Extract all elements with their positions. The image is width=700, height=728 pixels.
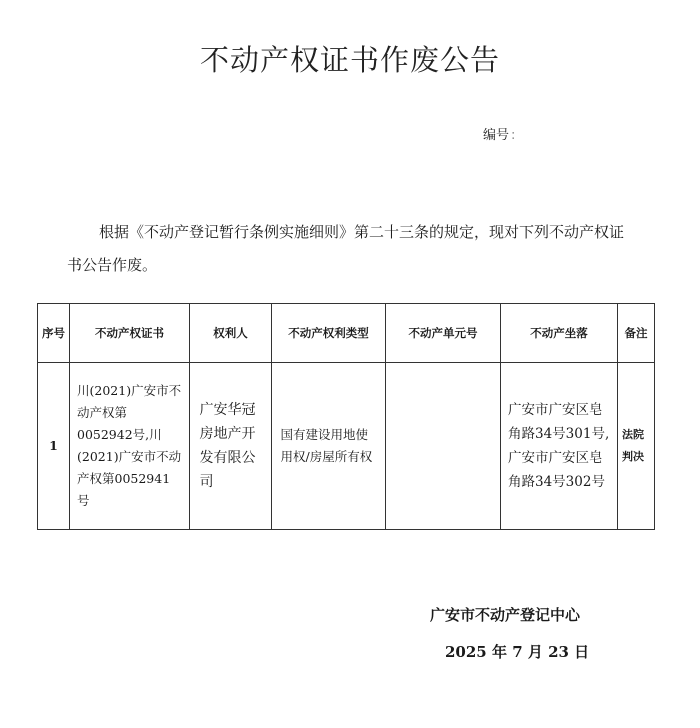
header-note: 备注 xyxy=(618,304,655,363)
row-location-cell xyxy=(501,363,618,530)
header-holder: 权利人 xyxy=(190,304,272,363)
void-certificate-table xyxy=(37,303,655,530)
row-certificate: 川(2021)广安市不动产权第0052942号,川(2021)广安市不动产权第0052941号 xyxy=(77,383,182,508)
row-seq: 1 xyxy=(38,363,70,530)
header-right-type: 不动产权利类型 xyxy=(272,304,386,363)
table-row xyxy=(38,363,655,530)
row-certificate-cell xyxy=(70,363,190,530)
header-location: 不动产坐落 xyxy=(501,304,618,363)
notice-title: 不动产权证书作废公告 xyxy=(199,43,500,77)
issuing-authority: 广安市不动产登记中心 xyxy=(430,606,581,624)
notice-date: 2025 年 7 月 23 日 xyxy=(445,643,590,661)
row-holder-cell xyxy=(190,363,272,530)
serial-separator: : xyxy=(511,128,516,143)
row-holder: 广安华冠房地产开发有限公司 xyxy=(199,402,256,490)
serial-number xyxy=(483,124,515,143)
row-right-type-cell xyxy=(272,363,386,530)
header-unit-no: 不动产单元号 xyxy=(386,304,501,363)
table-header-row xyxy=(38,304,655,363)
row-right-type: 国有建设用地使用权/房屋所有权 xyxy=(280,427,373,464)
row-note-cell xyxy=(618,363,655,530)
notice-body: 根据《不动产登记暂行条例实施细则》第二十三条的规定，现对下列不动产权证书公告作废。 xyxy=(67,223,625,274)
serial-label: 编号 xyxy=(483,128,510,143)
row-location: 广安市广安区皂角路34号301号,广安市广安区皂角路34号302号 xyxy=(508,402,610,490)
header-seq: 序号 xyxy=(38,304,70,363)
row-unit-no xyxy=(386,363,501,530)
row-note: 法院判决 xyxy=(622,428,644,463)
header-certificate: 不动产权证书 xyxy=(70,304,190,363)
